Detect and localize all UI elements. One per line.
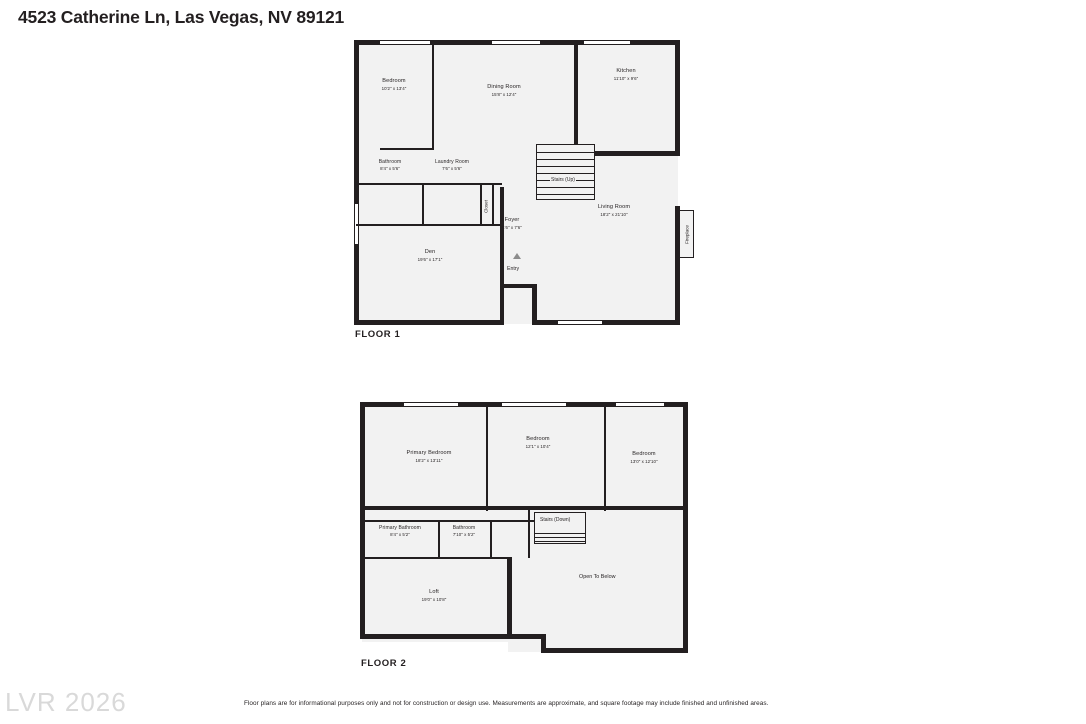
room-name: Living Room bbox=[597, 204, 631, 210]
stair-tread bbox=[535, 537, 585, 538]
room-name: Laundry Room bbox=[435, 159, 469, 165]
floor2-partition-bath-top bbox=[362, 520, 542, 522]
page-title: 4523 Catherine Ln, Las Vegas, NV 89121 bbox=[18, 7, 345, 27]
room-name: Dining Room bbox=[487, 84, 521, 90]
floor1-stairs-up bbox=[536, 144, 595, 200]
room-dim: 4'6" x 7'6" bbox=[502, 224, 522, 230]
room-label-den bbox=[402, 249, 458, 262]
floor2-stairs-label: Stairs (Down) bbox=[540, 517, 571, 523]
closet-label: Closet bbox=[483, 199, 489, 214]
floor2-partition-hall-v2 bbox=[604, 495, 606, 511]
room-dim: 8'4" x 5'2" bbox=[390, 532, 410, 538]
room-dim: 7'6" x 5'6" bbox=[442, 166, 462, 172]
floor1-partition-laundry-right bbox=[480, 185, 482, 225]
room-label-bathroom bbox=[362, 159, 418, 172]
room-name: Primary Bedroom bbox=[406, 450, 452, 456]
fireplace-label: Fireplace bbox=[684, 225, 690, 244]
stair-tread bbox=[537, 194, 594, 195]
room-dim: 10'2" x 13'4" bbox=[381, 85, 407, 91]
floor1-window-bottom-1 bbox=[558, 320, 602, 325]
floor1-partition-bath-right bbox=[422, 185, 424, 225]
stair-tread bbox=[537, 159, 594, 160]
room-label-primary-bathroom bbox=[366, 525, 434, 538]
floor1-stairs-label: Stairs (Up) bbox=[551, 177, 575, 183]
floor1-kitchen-fill bbox=[574, 42, 678, 138]
room-name: Bedroom bbox=[526, 436, 550, 442]
room-name: Foyer bbox=[504, 217, 520, 223]
floor1-partition-bedroom-right bbox=[432, 45, 434, 149]
room-name: Loft bbox=[429, 589, 439, 595]
room-dim: 11'10" x 9'6" bbox=[613, 75, 639, 81]
floor2-wall-bottom-right bbox=[544, 648, 688, 653]
floor1-window-top-2 bbox=[492, 40, 540, 45]
room-label-foyer bbox=[484, 217, 540, 230]
floor2-partition-bath-bottom bbox=[362, 557, 512, 559]
floor2-wall-loft-step bbox=[507, 634, 545, 639]
room-label-loft bbox=[406, 589, 462, 602]
floor2-wall-right bbox=[683, 402, 688, 652]
floor2-wall-step-down bbox=[541, 634, 546, 653]
floor1-wall-right-upper bbox=[675, 40, 680, 156]
floor2-wall-loft-right bbox=[507, 558, 512, 639]
room-dim: 13'0" x 12'10" bbox=[630, 458, 658, 464]
room-name: Bathroom bbox=[452, 525, 476, 531]
floor2-wall-bottom-left bbox=[360, 634, 512, 639]
room-label-bedroom-2 bbox=[510, 436, 566, 449]
floor2-window-top-2 bbox=[502, 402, 566, 407]
room-name: Den bbox=[424, 249, 436, 255]
floor-1-plan bbox=[352, 38, 696, 328]
room-name: Bathroom bbox=[378, 159, 402, 165]
stair-tread bbox=[535, 541, 585, 542]
floor1-partition-bath-bottom bbox=[356, 224, 504, 226]
floor2-partition-hall-v bbox=[486, 495, 488, 511]
room-label-dining-room bbox=[476, 84, 532, 97]
floor1-window-top-3 bbox=[584, 40, 630, 45]
floor2-wall-left-upper bbox=[360, 402, 365, 510]
floor1-window-top-1 bbox=[380, 40, 430, 45]
floor1-partition-kitchen-left bbox=[574, 45, 576, 151]
stair-tread bbox=[537, 173, 594, 174]
room-dim: 15'8" x 12'4" bbox=[491, 91, 517, 97]
room-name: Primary Bathroom bbox=[379, 525, 421, 531]
footer-disclaimer: Floor plans are for informational purposes only and not for construction or design use. Measurements are approximate, and square footage may include finished and unfinished areas. bbox=[244, 700, 769, 707]
entry-arrow-icon bbox=[513, 253, 521, 259]
room-label-bedroom-3 bbox=[616, 451, 672, 464]
room-dim: 19'0" x 10'8" bbox=[421, 596, 447, 602]
floor2-wall-left-lower bbox=[360, 510, 365, 639]
entry-label: Entry bbox=[507, 266, 520, 272]
room-label-primary-bedroom bbox=[394, 450, 464, 463]
floor1-partition-bedroom-bottom bbox=[380, 148, 434, 150]
floor1-wall-den-right bbox=[500, 187, 504, 325]
room-dim: 18'2" x 13'11" bbox=[415, 457, 443, 463]
room-label-bedroom-1 bbox=[366, 78, 422, 91]
floor1-wall-bottom bbox=[354, 320, 504, 325]
room-dim: 18'2" x 21'10" bbox=[600, 211, 628, 217]
floor-2-plan bbox=[358, 400, 692, 658]
floor1-wall-living-bottom bbox=[532, 320, 680, 325]
floor2-window-top-3 bbox=[616, 402, 664, 407]
room-name: Bedroom bbox=[382, 78, 406, 84]
floor-2-caption: FLOOR 2 bbox=[361, 658, 407, 669]
floor2-partition-bed2-right bbox=[604, 407, 606, 507]
room-dim: 7'10" x 5'2" bbox=[452, 532, 476, 538]
room-label-bathroom-2 bbox=[436, 525, 492, 538]
stair-tread bbox=[537, 187, 594, 188]
floor1-wall-entry-left bbox=[532, 284, 537, 325]
room-dim: 12'1" x 10'4" bbox=[525, 443, 551, 449]
room-dim: 19'6" x 17'1" bbox=[417, 256, 443, 262]
room-label-laundry-room bbox=[424, 159, 480, 172]
floor2-window-top-1 bbox=[404, 402, 458, 407]
open-to-below-label: Open To Below bbox=[579, 574, 616, 580]
floor-1-caption: FLOOR 1 bbox=[355, 329, 401, 340]
room-label-living-room bbox=[583, 204, 645, 217]
stair-tread bbox=[537, 166, 594, 167]
floor2-partition-primary-right bbox=[486, 407, 488, 507]
floor2-wall-mid-divider bbox=[362, 506, 688, 510]
room-dim: 8'4" x 5'6" bbox=[380, 166, 400, 172]
room-name: Kitchen bbox=[616, 68, 636, 74]
room-label-kitchen bbox=[598, 68, 654, 81]
floor2-partition-stair-left bbox=[528, 510, 530, 558]
room-name: Bedroom bbox=[632, 451, 656, 457]
footer-logo: LVR 2026 bbox=[5, 687, 127, 717]
floor1-wall-entry-top bbox=[504, 284, 537, 288]
stair-tread bbox=[537, 152, 594, 153]
stair-tread bbox=[535, 533, 585, 534]
